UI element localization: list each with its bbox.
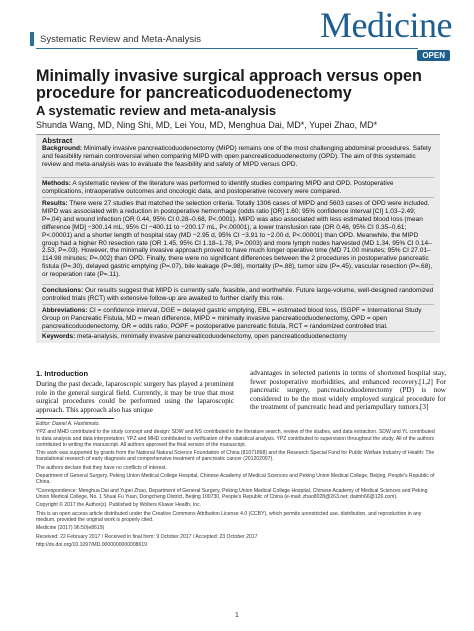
conclusions-text: Our results suggest that MIPD is currently safe, feasible, and worthwhile. Future large-volume, well-designed randomized controlled trials (RCT) with extensive follow-up are awaited to further clarify this role. — [42, 287, 434, 302]
results-label: Results: — [42, 200, 68, 207]
journal-logo: Medicine — [320, 5, 452, 45]
abstract-background — [42, 145, 436, 169]
contributions-note: YPZ and MHD contributed to the study concept and design; SDW and NS contributed to the literature search, review of the studies, and data extraction. SDW and YL contributed to data analysis and data interpretation; YPZ and MHD contributed to verification of the statistical analysis. YPZ contributed to supervision throughout the study. All of the authors contributed to writing the manuscript. All authors approved the final version of the manuscript. — [36, 429, 435, 448]
background-label: Background: — [42, 145, 83, 152]
abstract-abbreviations — [42, 307, 436, 331]
abstract-divider — [42, 304, 434, 305]
conflict-note: The authors declare that they have no conflicts of interest. — [36, 464, 167, 471]
introduction-heading: 1. Introduction — [36, 369, 89, 378]
abbreviations-label: Abbreviations: — [42, 307, 88, 314]
introduction-text-right: advantages in selected patients in terms of shortened hospital stay, fewer postoperative morbidities, and enhanced recovery.[1,2] For pancreatic surgery, pancreaticoduodenectomy (PD) is now considered to be the most widely employed surgical procedure for the treatment of pancreatic head and periampullary tumors.[3] — [250, 369, 446, 412]
doi-link[interactable]: http://dx.doi.org/10.1097/MD.0000000000008619 — [36, 542, 148, 549]
abstract-results — [42, 200, 436, 279]
methods-label: Methods: — [42, 180, 71, 187]
abstract-methods — [42, 180, 436, 196]
open-access-badge: OPEN — [417, 50, 450, 61]
dates-note: Received: 22 February 2017 / Received in final form: 9 October 2017 / Accepted: 23 October 2017 — [36, 533, 258, 540]
citation-note: Medicine (2017) 96:50(e8619) — [36, 525, 105, 532]
affiliation-note: Department of General Surgery, Peking Union Medical College Hospital, Chinese Academy of Medical Sciences and Peking Union Medical College, Beijing, People's Republic of China. — [36, 473, 435, 486]
author-list: Shunda Wang, MD, Ning Shi, MD, Lei You, MD, Menghua Dai, MD*, Yupei Zhao, MD* — [36, 120, 378, 130]
abbreviations-text: CI = confidence interval, DGE = delayed gastric emptying, EBL = estimated blood loss, ISGPF = International Study Group on Pancreatic Fistula, MD = mean difference, MIPD = minimally invasive pancreaticoduodenectomy, OPD = open pancreaticoduodenectomy, OR = odds ratio, POPF = postoperative pancreatic fistula, RCT = randomized controlled trial. — [42, 307, 422, 330]
abstract-divider — [42, 197, 434, 198]
keywords-text: meta-analysis, minimally invasive pancreaticoduodenectomy, open pancreaticoduodenectomy — [77, 333, 347, 340]
body-column-left — [36, 369, 234, 414]
abstract-conclusions — [42, 287, 436, 303]
section-marker — [30, 32, 34, 46]
correspondence-note: *Correspondence: Menghua Dai and Yupei Zhao, Department of General Surgery, Peking Union Medical College Hospital, Chinese Academy of Medical Sciences and Peking Union Medical College, No. 1 Shuai Fu Yuan, Dongcheng District, Beijing 100730, People's Republic of China (e-mail: zhao8028@263.net; daimh66@126.com). — [36, 487, 428, 500]
abstract-heading: Abstract — [42, 136, 73, 145]
abstract-keywords — [42, 333, 436, 341]
keywords-label: Keywords: — [42, 333, 76, 340]
conclusions-label: Conclusions: — [42, 287, 84, 294]
abstract-divider — [42, 284, 434, 285]
article-subtitle: A systematic review and meta-analysis — [36, 103, 277, 118]
footnote-divider — [36, 418, 114, 419]
editor-note: Editor: Daniel A. Hashimoto. — [36, 421, 100, 427]
abstract-divider — [42, 177, 434, 178]
license-note: This is an open access article distributed under the Creative Commons Attribution License 4.0 (CCBY), which permits unrestricted use, distribution, and reproduction in any medium, provided the original work is properly cited. — [36, 510, 422, 523]
page-number: 1 — [235, 612, 239, 619]
article-title: Minimally invasive surgical approach versus open procedure for pancreaticoduodenectomy — [36, 67, 422, 102]
abstract-divider — [42, 331, 434, 332]
background-text: Minimally invasive pancreaticoduodenectomy (MIPD) remains one of the most challenging abdominal procedures. Safety and feasibility remain controversial when comparing MIPD with open pancreaticoduodenectomy (OPD). The aim of this systematic review and meta-analysis was to evaluate the feasibility and safety of MIPD versus OPD. — [42, 145, 432, 168]
methods-text: A systematic review of the literature was performed to identify studies comparing MIPD and OPD. Postoperative complications, intraoperative outcomes and oncologic data, and postoperative recovery were compared. — [42, 180, 394, 195]
body-column-right — [250, 369, 446, 412]
funding-note: This work was supported by grants from the National Natural Science Foundation of China (81071898) and the Research Special Fund for Public Welfare Industry of Health: The translational research of early diagnosis and comprehensive treatment of pancreatic cancer (201202007). — [36, 450, 435, 463]
header-divider — [36, 48, 418, 49]
introduction-text-left: During the past decade, laparoscopic surgery has played a prominent role in the general surgical field. Currently, it may be true that most surgical procedures could be performed using the laparoscopic approach. This approach also has unique — [36, 380, 234, 414]
section-label: Systematic Review and Meta-Analysis — [40, 34, 202, 45]
results-text: There were 27 studies that matched the selection criteria. Totally 1306 cases of MIPD and 5603 cases of OPD were included. MIPD was associated with a reduction in postoperative hemorrhage (odds ratio [OR] 1.60; 95% confidence interval [CI] 1.03–2.49; P=.04) and wound infection (OR 0.44, 95% CI 0.28–0.68, P<.0001). MIPD was also associated with less estimated blood loss (mean difference [MD] −300.14 mL, 95% CI −400.11 to −200.17 mL, P<.00001), a lower transfusion rate (OR 0.46, 95% CI 0.35–0.61; P<.00001) and a shorter length of hospital stay (MD −2.95 d, 95% CI −3.91 to −2.00 d, P<.00001) than OPD. Meanwhile, the MIPD group had a higher R0 resection rate (OR 1.45, 95% CI 1.18–1.78, P=.0003) and more lymph nodes harvested (MD 1.34, 95% CI 0.14–2.53, P=.03). However, the minimally invasive approach proved to have much longer operative time (MD 71.00 minutes; 95% CI 27.01–114.98 minutes; P=.002) than OPD. Finally, there were no significant differences between the 2 procedures in postoperative pancreatic fistula (P=.30), delayed gastric emptying (P=.07), bile leakage (P=.98), mortality (P=.88), tumor size (P=.45), vascular resection (P=.68), or reoperation rate (P=.11). — [42, 200, 433, 279]
copyright-note: Copyright © 2017 the Author(s). Published by Wolters Kluwer Health, Inc. — [36, 502, 202, 509]
footnotes — [36, 421, 438, 551]
